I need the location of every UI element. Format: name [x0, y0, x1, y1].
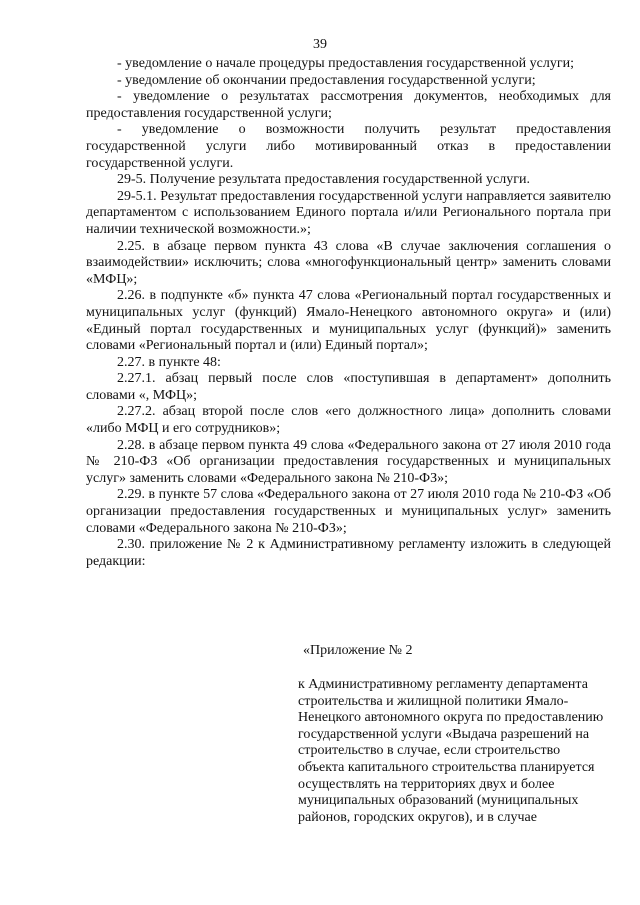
paragraph: - уведомление об окончании предоставления государственной услуги; [117, 72, 536, 88]
paragraph: 2.27. в пункте 48: [117, 354, 221, 370]
paragraph: - уведомление о начале процедуры предоставления государственной услуги; [117, 56, 574, 71]
paragraph: - уведомление о возможности получить результат предоставления государственной услуги либо мотивированный отказ в предоставлении государственной услуги. [86, 122, 611, 171]
paragraph: 2.27.1. абзац первый после слов «поступившая в департамент» дополнить словами «, МФЦ»; [86, 371, 611, 403]
appendix-header [298, 677, 608, 826]
appendix-title-text: «Приложение № 2 [303, 643, 413, 658]
paragraph: 2.27.2. абзац второй после слов «его должностного лица» дополнить словами «либо МФЦ и его сотрудников»; [86, 404, 611, 437]
paragraph: 2.30. приложение № 2 к Административному регламенту изложить в следующей редакции: [86, 537, 611, 569]
document-body [86, 56, 611, 570]
paragraph: 29-5. Получение результата предоставления государственной услуги. [117, 172, 530, 188]
paragraph: 2.26. в подпункте «б» пункта 47 слова «Региональный портал государственных и муниципальных услуг (функций) Ямало-Ненецкого автономного округа» и (или) «Единый портал государственных и муниципальных услуг (функций)» заменить словами «Региональный портал и (или) Единый портал»; [86, 288, 611, 354]
paragraph: 29-5.1. Результат предоставления государственной услуги направляется заявителю департаментом с использованием Единого портала и/или Регионального портала при наличии технической возможности.»; [86, 188, 611, 237]
paragraph: 2.25. в абзаце первом пункта 43 слова «В случае заключения соглашения о взаимодействии» исключить; слова «многофункциональный центр» заменить словами «МФЦ»; [86, 238, 611, 287]
appendix-header-text: к Административному регламенту департамента строительства и жилищной политики Ямало-Ненецкого автономного округа по предоставлению государственной услуги «Выдача разрешений на строительство в случае, если строительство объекта капитального строительства планируется осуществлять на территориях двух и более муниципальных образований (муниципальных районов, городских округов), и в случае [298, 677, 604, 825]
paragraph: 2.29. в пункте 57 слова «Федерального закона от 27 июля 2010 года № 210-ФЗ «Об организации предоставления государственных и муниципальных услуг» заменить словами «Федерального закона № 210-ФЗ»; [86, 487, 611, 536]
paragraph: - уведомление о результатах рассмотрения документов, необходимых для предоставления государственной услуги; [86, 89, 611, 121]
appendix-title [303, 643, 613, 660]
paragraph: 2.28. в абзаце первом пункта 49 слова «Федерального закона от 27 июля 2010 года № 210-ФЗ «Об организации предоставления государственных и муниципальных услуг» заменить словами «Федерального закона № 210-ФЗ»; [86, 437, 611, 486]
page-number: 39 [313, 37, 327, 52]
